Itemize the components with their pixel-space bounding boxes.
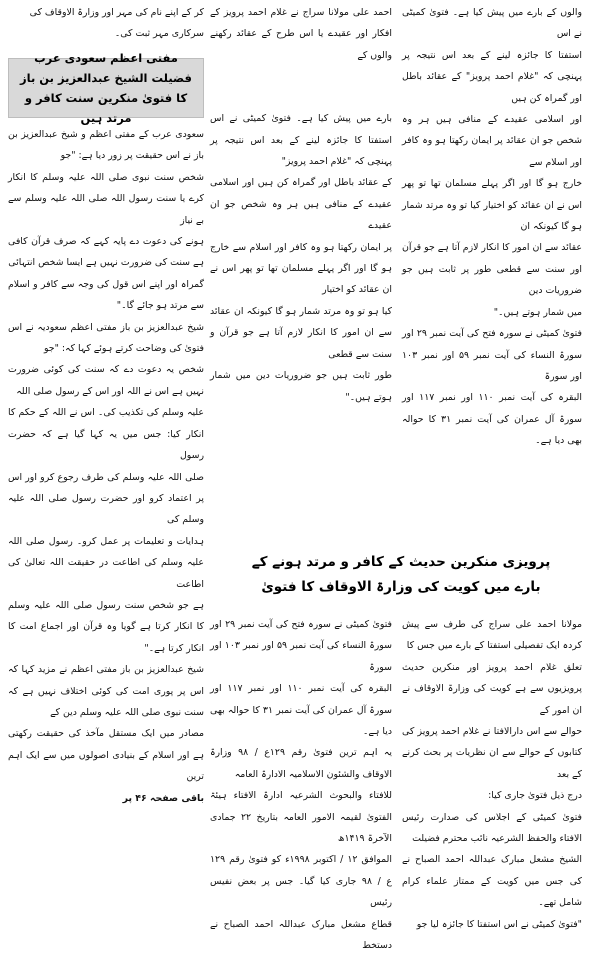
continued-note: باقی صفحہ ۴۶ پر xyxy=(122,792,204,804)
column-middle-bottom xyxy=(210,614,393,952)
paragraph: گمراہ اور اپنے اس قول کی وجہ سے کافر و اسلام سے مرتد ہو جائے گا۔" xyxy=(8,278,204,312)
paragraph: میں شمار ہوتے ہیں۔" xyxy=(493,306,582,318)
paragraph: شیخ عبدالعزیز بن باز مفتی اعظم سعودیہ نے اس فتویٰ کی وضاحت کرتے ہوئے کہا کہ: "جو xyxy=(8,321,204,355)
paragraph: تعلق غلام احمد پرویز اور منکرین حدیث پرویزیوں سے ہے کویت کی وزارۃ الاوقاف نے ان امور کے xyxy=(402,661,582,716)
paragraph: والوں کے بارے میں پیش کیا ہے۔ فتویٰ کمیٹی نے اس xyxy=(402,7,582,40)
paragraph: فتویٰ کمیٹی کے اجلاس کی صدارت رئیس الافتاء والحفظ الشرعیہ نائب محترم فضیلت xyxy=(402,811,582,845)
paragraph: ہدایات و تعلیمات پر عمل کرو۔ رسول صلی اللہ علیہ وسلم کی اطاعت در حقیقت اللہ تعالیٰ کی اطاعت xyxy=(8,535,204,590)
paragraph: طور ثابت ہیں جو ضروریات دین میں شمار ہوتے ہیں۔" xyxy=(210,370,392,403)
column-left-main xyxy=(8,124,204,804)
paragraph: الموافق ۱۲ / اکتوبر ۱۹۹۸ء کو فتویٰ رقم ۱۲۹ ع / ۹۸ جاری کیا گیا۔ جس پر بعض نفیس رئیس xyxy=(210,854,393,909)
paragraph: مصادر میں ایک مستقل مآخذ کی حقیقت رکھتی ہے اور اسلام کے بنیادی اصولوں میں سے ایک اہم ترین xyxy=(8,728,204,783)
paragraph: البقرہ کی آیت نمبر ۱۱۰ اور نمبر ۱۱۷ اور سورۃ آل عمران کی آیت نمبر ۳۱ کا حوالہ بھی دیا ہے۔ xyxy=(210,683,392,738)
column-right-bottom xyxy=(402,614,582,930)
paragraph: عقائد سے ان امور کا انکار لازم آتا ہے جو قرآن اور سنت سے قطعی طور پر ثابت ہیں جو ضروریات دین xyxy=(402,242,582,297)
column-right-top xyxy=(402,2,582,482)
paragraph: سعودی عرب کے مفتی اعظم و شیخ عبدالعزیز بن باز نے اس حقیقت پر زور دیا ہے: "جو xyxy=(8,129,204,162)
paragraph: شخص سنت نبوی صلی اللہ علیہ وسلم کا انکار کرے یا سنت رسول اللہ صلی اللہ علیہ وسلم سے بے نیاز xyxy=(8,171,204,226)
paragraph: شخص یہ دعوت دے کہ سنت کی کوئی ضرورت نہیں ہے اس نے اللہ اور اس کے رسول صلی اللہ xyxy=(8,364,204,397)
paragraph: احمد علی مولانا سراج نے غلام احمد پرویز کے افکار اور عقیدے یا اس طرح کے عقائد رکھنے والوں کے xyxy=(210,7,392,61)
paragraph: یہ اہم ترین فتویٰ رقم ۱۲۹ع / ۹۸ وزارۃ الاوقاف والشئون الاسلامیہ الادارۃ العامہ xyxy=(210,747,392,780)
column-middle-top xyxy=(210,2,392,482)
paragraph: مولانا احمد علی سراج کی طرف سے پیش کردہ ایک تفصیلی استفتا کے بارے میں جس کا xyxy=(402,619,582,652)
paragraph: خارج ہو گا اور اگر پہلے مسلمان تھا تو پھر اس نے ان عقائد کو اختیار کیا تو وہ مرتد شمار ہو گا کیونکہ ان xyxy=(402,178,582,233)
paragraph: الشیخ مشعل مبارک عبداللہ احمد الصباح نے کی جس میں کویت کے ممتاز علماء کرام شامل تھے۔ xyxy=(402,854,582,909)
paragraph: استفتا کا جائزہ لینے کے بعد اس نتیجہ پر پہنچی کہ "غلام احمد پرویز" کے عقائد باطل اور گمراہ کن ہیں xyxy=(402,49,582,104)
paragraph: درج ذیل فتویٰ جاری کیا: xyxy=(488,790,582,802)
paragraph: کر کے اپنے نام کی مہر اور وزارۃ الاوقاف کی xyxy=(29,7,204,18)
paragraph: پر ایمان رکھتا ہو وہ کافر اور اسلام سے خارج ہو گا اور اگر پہلے مسلمان تھا تو پھر اس نے ان عقائد کو اختیار xyxy=(210,241,392,296)
column-left-top xyxy=(8,2,204,52)
paragraph: فتویٰ کمیٹی نے سورہ فتح کی آیت نمبر ۲۹ اور سورۃ النساء کی آیت نمبر ۵۹ اور نمبر ۱۰۳ اور سورۃ xyxy=(402,328,583,382)
paragraph: کے عقائد باطل اور گمراہ کن ہیں اور اسلامی عقیدے کے منافی ہیں ہر وہ شخص جو ان عقیدے xyxy=(210,177,392,232)
paragraph: صلی اللہ علیہ وسلم کی طرف رجوع کرو اور اس پر اعتماد کرو اور حضرت رسول صلی اللہ علیہ وسلم کی xyxy=(8,471,204,526)
paragraph: سرکاری مہر ثبت کی۔ xyxy=(114,28,204,40)
paragraph: ہونے کی دعوت دے پایہ کہے کہ صرف قرآن کافی ہے سنت کی ضرورت نہیں ہے ایسا شخص انتہائی xyxy=(8,236,204,269)
paragraph: ہے جو شخص سنت رسول صلی اللہ علیہ وسلم کا انکار کرتا ہے گویا وہ قرآن اور اجماع امت کا انکار کرتا ہے۔" xyxy=(8,599,204,654)
paragraph: اور اسلامی عقیدے کے منافی ہیں ہر وہ شخص جو ان عقائد پر ایمان رکھتا ہو وہ کافر اور اسلام سے xyxy=(402,114,582,168)
paragraph: بارے میں پیش کیا ہے۔ فتویٰ کمیٹی نے اس استفتا کا جائزہ لینے کے بعد اس نتیجہ پر پہنچی کہ "غلام احمد پرویز" xyxy=(210,113,392,168)
kuwait-fatwa-heading: پرویزی منکرین حدیث کے کافر و مرتد ہونے کے بارے میں کویت کی وزارۃ الاوقاف کا فتویٰ xyxy=(251,554,551,595)
paragraph: للافتاء والبحوث الشرعیہ ادارۃ الافتاء ہیئۃ الفتویٰ لقیمہ الامور العامہ بتاریخ ۲۲ جمادی الآخرۃ ۱۴۱۹ھ xyxy=(210,790,392,845)
paragraph: علیہ وسلم کی تکذیب کی۔ اس نے اللہ کے حکم کا انکار کیا: جس میں یہ کہا گیا ہے کہ حضرت رسول xyxy=(8,407,204,462)
mufti-fatwa-heading: مفتی اعظم سعودی عرب فضیلت الشیخ عبدالعزیز بن باز کا فتویٰ منکرین سنت کافر و مرتد ہیں xyxy=(8,58,204,118)
paragraph: البقرہ کی آیت نمبر ۱۱۰ اور نمبر ۱۱۷ اور سورۃ آل عمران کی آیت نمبر ۳۱ کا حوالہ بھی دیا ہے۔ xyxy=(402,392,582,447)
paragraph: شیخ عبدالعزیز بن باز مفتی اعظم نے مزید کہا کہ اس پر پوری امت کی کوئی اختلاف نہیں ہے کہ سنت نبوی صلی اللہ علیہ وسلم دین کے xyxy=(8,664,204,718)
paragraph: کیا ہو تو وہ مرتد شمار ہو گا کیونکہ ان عقائد سے ان امور کا انکار لازم آتا ہے جو قرآن و سنت سے قطعی xyxy=(210,305,392,360)
paragraph: "فتویٰ کمیٹی نے اس استفتا کا جائزہ لیا جو xyxy=(416,918,582,930)
paragraph: قطاع مشعل مبارک عبداللہ احمد الصباح نے دستخط xyxy=(210,918,392,952)
paragraph: حوالے سے اس دارالافتا نے غلام احمد پرویز کی کتابوں کے حوالے سے ان نظریات پر بحث کرنے کے بعد xyxy=(402,726,582,780)
paragraph: فتویٰ کمیٹی نے سورہ فتح کی آیت نمبر ۲۹ اور سورۃ النساء کی آیت نمبر ۵۹ اور نمبر ۱۰۳ اور سورۃ xyxy=(210,619,393,673)
